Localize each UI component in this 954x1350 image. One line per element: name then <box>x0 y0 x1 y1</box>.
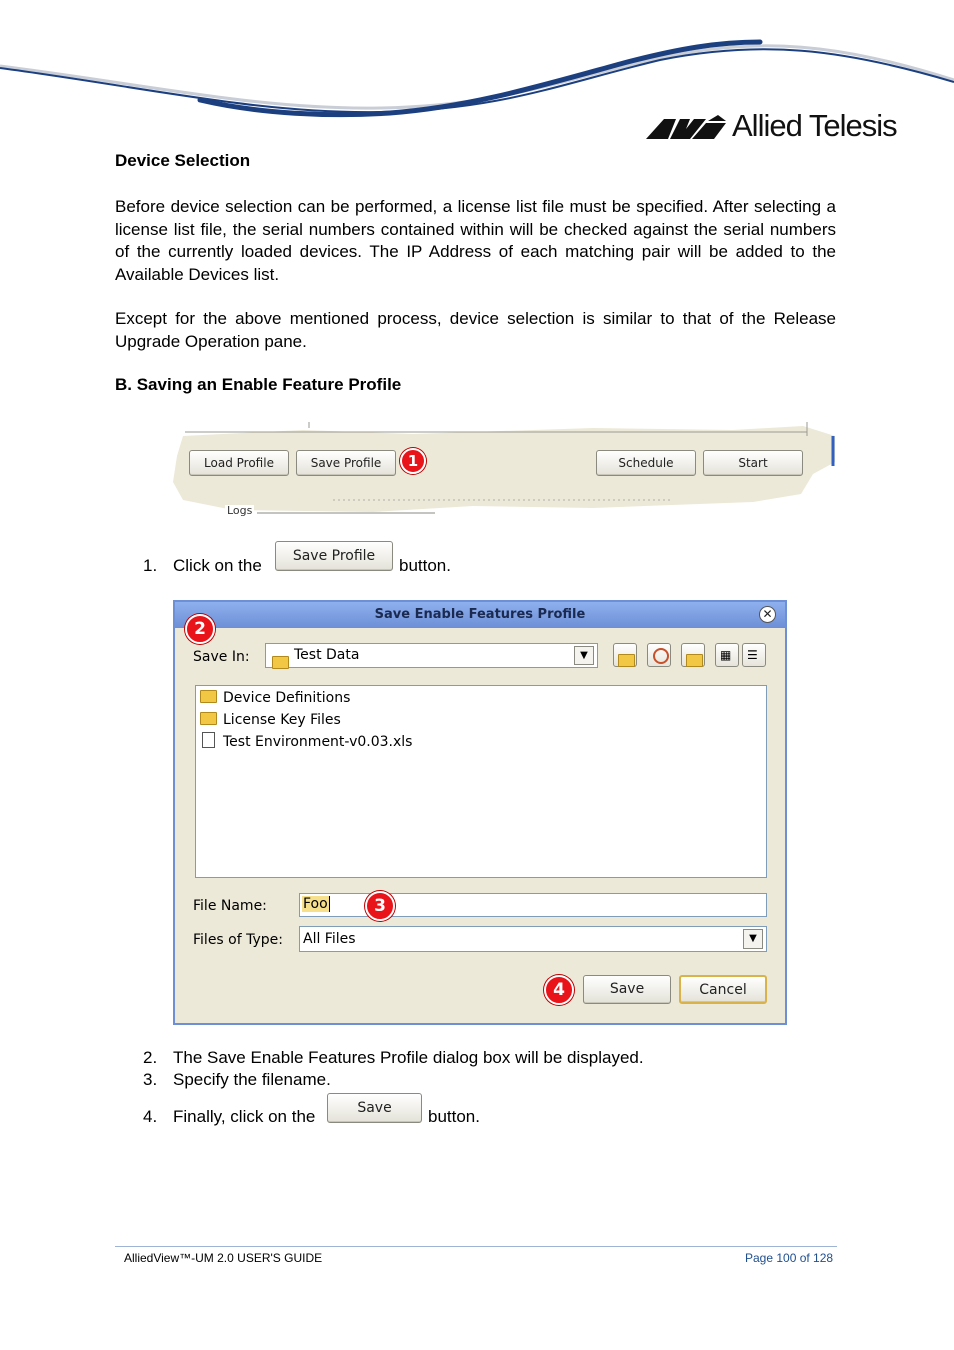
step-text: button. <box>399 556 451 575</box>
step-text: The Save Enable Features Profile dialog box will be displayed. <box>173 1048 644 1067</box>
footer-title: AlliedView™-UM 2.0 USER'S GUIDE <box>124 1251 323 1265</box>
save-in-dropdown[interactable] <box>265 643 598 668</box>
file-name: Device Definitions <box>223 690 351 706</box>
allied-telesis-logo <box>646 108 906 148</box>
paragraph: Except for the above mentioned process, device selection is similar to that of the Release Upgrade Operation pane. <box>115 309 836 351</box>
start-button[interactable]: Start <box>703 450 803 476</box>
save-dialog <box>173 600 787 1025</box>
schedule-button[interactable]: Schedule <box>596 450 696 476</box>
toolbar-screenshot <box>173 422 835 516</box>
dialog-titlebar <box>175 602 785 628</box>
save-in-label: Save In: <box>193 649 250 665</box>
inline-save-profile-button: Save Profile <box>275 541 393 571</box>
step-text: button. <box>428 1107 480 1126</box>
document-icon <box>202 732 215 748</box>
list-item[interactable] <box>200 710 341 730</box>
section-heading: B. Saving an Enable Feature Profile <box>115 375 402 394</box>
logs-label: Logs <box>227 504 253 517</box>
inline-save-button: Save <box>327 1093 422 1123</box>
step-text: Specify the filename. <box>173 1070 331 1089</box>
step-number: 4. <box>143 1107 158 1126</box>
callout-marker-4: 4 <box>544 975 574 1005</box>
paragraph: Before device selection can be performed, a license list file must be specified. After selecting a license list file, the serial numbers contained within will be checked against the serial numbers of the currently loaded devices. The IP Address of each matching pair will be added to the Available Devices list. <box>115 197 836 284</box>
cancel-button[interactable]: Cancel <box>679 975 767 1004</box>
list-item[interactable] <box>200 688 350 708</box>
folder-icon <box>200 712 217 725</box>
step-number: 2. <box>143 1048 158 1067</box>
file-list[interactable] <box>195 685 767 878</box>
save-profile-button[interactable]: Save Profile <box>296 450 396 476</box>
folder-icon <box>200 690 217 703</box>
step-number: 1. <box>143 556 158 575</box>
save-button[interactable]: Save <box>583 975 671 1004</box>
file-name-label: File Name: <box>193 898 267 914</box>
step-text: Click on the <box>173 556 262 575</box>
file-name: License Key Files <box>223 712 341 728</box>
callout-marker-2: 2 <box>185 614 215 644</box>
step-number: 3. <box>143 1070 158 1089</box>
file-name-value: Foo <box>303 896 328 912</box>
footer-rule <box>115 1246 837 1247</box>
new-folder-icon[interactable] <box>681 643 705 667</box>
section-heading: Device Selection <box>115 151 251 170</box>
save-in-value: Test Data <box>294 647 360 663</box>
logo-text: Allied Telesis <box>732 108 897 143</box>
files-of-type-label: Files of Type: <box>193 932 283 948</box>
step-text: Finally, click on the <box>173 1107 316 1126</box>
callout-marker-1: 1 <box>400 448 426 474</box>
load-profile-button[interactable]: Load Profile <box>189 450 289 476</box>
close-icon[interactable]: ✕ <box>759 606 776 623</box>
logo-mark-icon <box>646 115 726 139</box>
page-number: Page 100 of 128 <box>745 1251 834 1265</box>
files-of-type-value: All Files <box>303 931 356 947</box>
file-name: Test Environment-v0.03.xls <box>223 734 413 750</box>
chevron-down-icon[interactable]: ▼ <box>743 929 763 949</box>
details-view-icon[interactable]: ☰ <box>742 643 766 667</box>
home-icon[interactable] <box>647 643 671 667</box>
callout-marker-3: 3 <box>365 891 395 921</box>
list-view-icon[interactable]: ▦ <box>715 643 739 667</box>
chevron-down-icon[interactable]: ▼ <box>574 646 594 665</box>
dialog-title: Save Enable Features Profile <box>374 607 586 622</box>
list-item[interactable] <box>200 732 412 752</box>
up-folder-icon[interactable] <box>613 643 637 667</box>
files-of-type-dropdown[interactable] <box>299 926 767 952</box>
folder-icon <box>272 656 289 669</box>
